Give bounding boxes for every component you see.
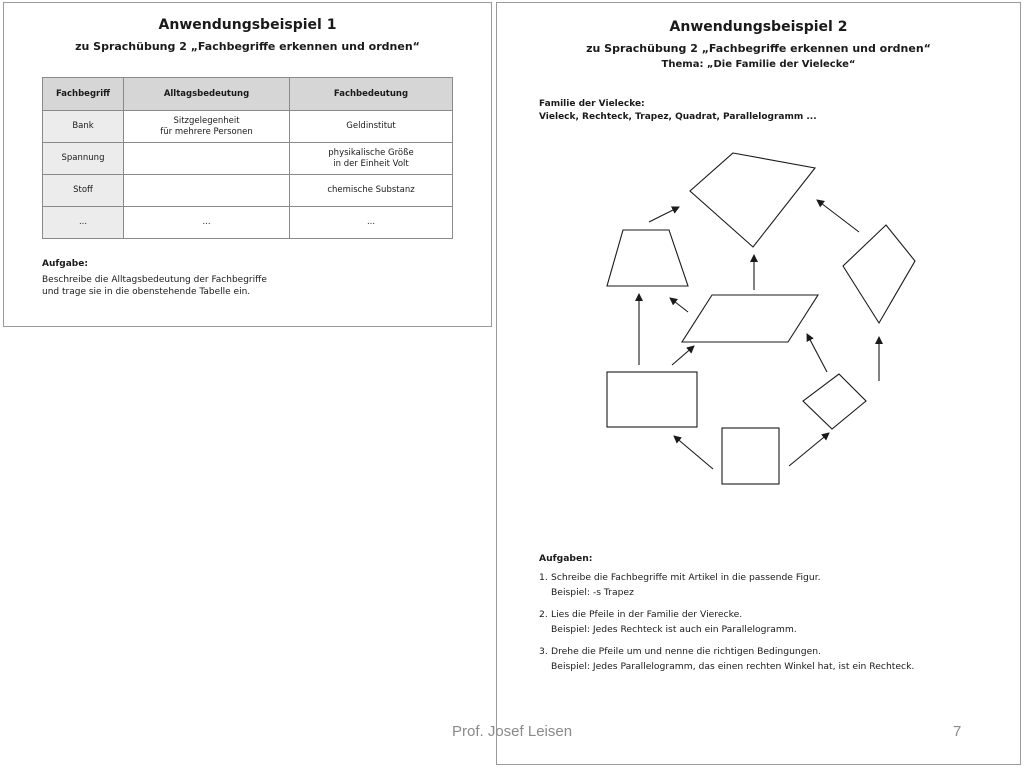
task-text: Drehe die Pfeile um und nenne die richtigen Bedingungen. (551, 646, 821, 657)
kite-shape (843, 225, 915, 323)
task-text: Schreibe die Fachbegriffe mit Artikel in die passende Figur. (551, 572, 821, 583)
card1-title: Anwendungsbeispiel 1 (158, 17, 337, 33)
card1-task-line: Beschreibe die Alltagsbedeutung der Fachbegriffe (42, 275, 267, 285)
card2-title: Anwendungsbeispiel 2 (669, 19, 848, 35)
card2-subtitle: zu Sprachübung 2 „Fachbegriffe erkennen und ordnen“ (586, 42, 931, 55)
footer-author: Prof. Josef Leisen (452, 723, 573, 740)
arrow-icon (649, 207, 679, 222)
worksheet-card-2 (496, 2, 1021, 765)
arrow-icon (670, 298, 688, 312)
table-cell: Sitzgelegenheit für mehrere Personen (124, 111, 290, 143)
card1-task-heading: Aufgabe: (42, 259, 88, 269)
page-number: 7 (953, 723, 962, 740)
list-item (539, 570, 1009, 600)
table-cell: physikalische Größe in der Einheit Volt (290, 143, 453, 175)
trapezoid-shape (607, 230, 688, 286)
table-cell (124, 143, 290, 175)
task-example: Beispiel: Jedes Parallelogramm, das einen rechten Winkel hat, ist ein Rechteck. (551, 661, 915, 672)
arrow-icon (674, 436, 713, 469)
task-number: 2. (539, 609, 548, 620)
table-cell: ... (43, 207, 124, 239)
task-example: Beispiel: -s Trapez (551, 587, 634, 598)
table-cell: ... (124, 207, 290, 239)
column-header: Fachbegriff (43, 78, 124, 111)
terms-table (42, 77, 453, 239)
card1-task-line: und trage sie in die obenstehende Tabelle ein. (42, 287, 251, 297)
list-item (539, 644, 1009, 674)
polygon-shape-vieleck (690, 153, 815, 247)
table-cell: Spannung (43, 143, 124, 175)
table-row (43, 143, 453, 175)
task-number: 1. (539, 572, 548, 583)
table-header-row (43, 78, 453, 111)
table-row (43, 111, 453, 143)
task-number: 3. (539, 646, 548, 657)
arrow-icon (672, 346, 694, 365)
family-list: Vieleck, Rechteck, Trapez, Quadrat, Parallelogramm ... (539, 112, 817, 122)
table-cell: ... (290, 207, 453, 239)
card2-theme: Thema: „Die Familie der Vielecke“ (661, 59, 856, 70)
column-header: Fachbedeutung (290, 78, 453, 111)
tasks-heading: Aufgaben: (539, 553, 593, 564)
square-shape (722, 428, 779, 484)
card1-subtitle: zu Sprachübung 2 „Fachbegriffe erkennen und ordnen“ (75, 40, 420, 53)
table-cell: Stoff (43, 175, 124, 207)
table-row (43, 207, 453, 239)
task-example: Beispiel: Jedes Rechteck ist auch ein Parallelogramm. (551, 624, 797, 635)
table-row (43, 175, 453, 207)
rhombus-shape (803, 374, 866, 429)
column-header: Alltagsbedeutung (124, 78, 290, 111)
parallelogram-shape (682, 295, 818, 342)
arrow-icon (817, 200, 859, 232)
worksheet-card-1 (3, 2, 492, 327)
tasks-section (539, 553, 1009, 681)
family-heading: Familie der Vielecke: (539, 99, 645, 109)
table-cell: chemische Substanz (290, 175, 453, 207)
list-item (539, 607, 1009, 637)
arrow-icon (789, 433, 829, 466)
table-cell (124, 175, 290, 207)
rectangle-shape (607, 372, 697, 427)
arrow-icon (807, 334, 827, 372)
polygon-family-diagram (497, 3, 1022, 523)
task-text: Lies die Pfeile in der Familie der Vierecke. (551, 609, 743, 620)
table-cell: Geldinstitut (290, 111, 453, 143)
table-cell: Bank (43, 111, 124, 143)
